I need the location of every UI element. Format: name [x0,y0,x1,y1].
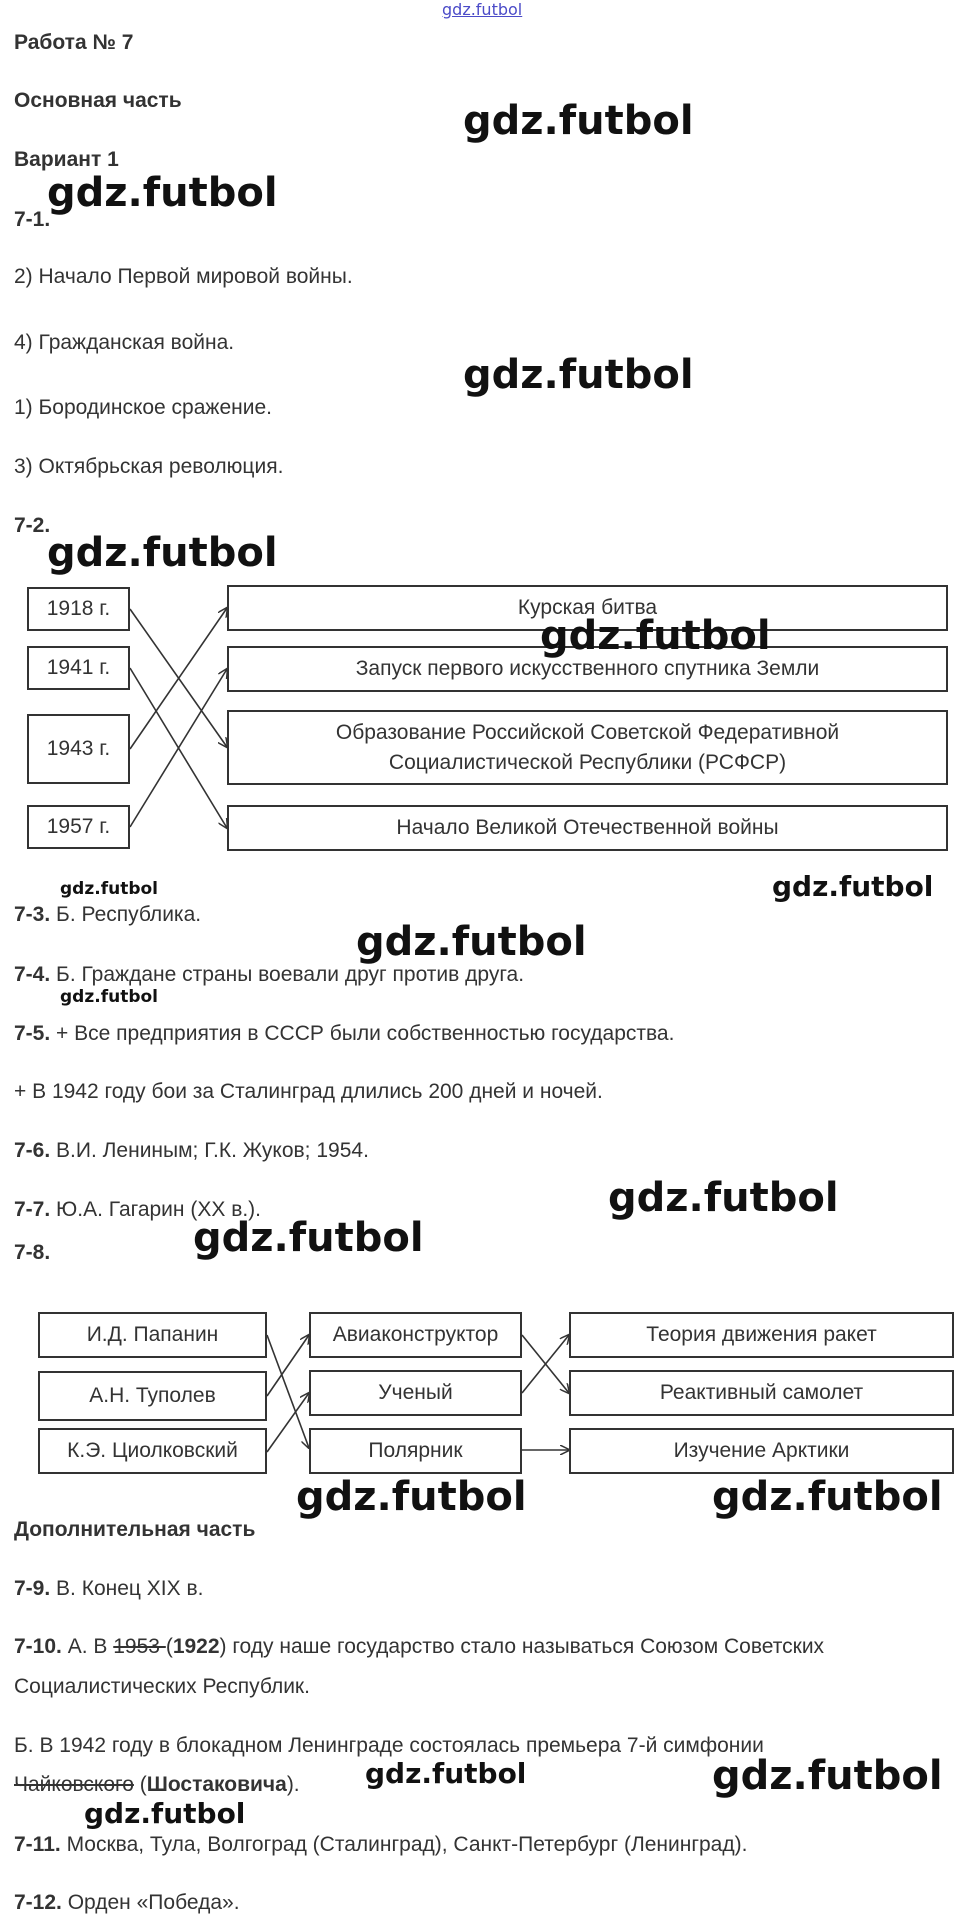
role-box-scientist [309,1370,522,1416]
q7-6-number: 7-6. [14,1139,51,1162]
watermark: gdz.futbol [296,1474,527,1520]
q7-8-number: 7-8. [14,1241,51,1264]
q7-5-line2: + В 1942 году бои за Сталинград длились 200 дней и ночей. [14,1080,603,1103]
achievement-label: Изучение Арктики [673,1439,850,1462]
person-box-tsiolkovsky [38,1428,267,1474]
role-label: Полярник [368,1439,463,1462]
event-label: Запуск первого искусственного спутника Земли [355,657,820,680]
watermark: gdz.futbol [193,1215,424,1261]
connector-tsiolkovsky-scientist [267,1393,309,1452]
q7-5-number: 7-5. [14,1022,51,1045]
q7-10-b-line1: Б. В 1942 году в блокадном Ленинграде состоялась премьера 7-й симфонии [14,1734,764,1757]
watermark: gdz.futbol [356,919,587,965]
q7-10-b-line2 [14,1773,300,1797]
connector-tupolev-aircraft [267,1335,309,1396]
q7-12-text: Орден «Победа». [67,1891,240,1914]
q7-10-a-line2: Социалистических Республик. [14,1675,310,1698]
q7-12-answer [14,1891,240,1915]
q7-1-item: 1) Бородинское сражение. [14,396,272,419]
q7-4-text: Б. Граждане страны воевали друг против друга. [56,963,525,986]
person-label: К.Э. Циолковский [67,1439,238,1462]
role-label: Авиаконструктор [332,1323,499,1346]
watermark: gdz.futbol [608,1175,839,1221]
achievement-box-arctic [569,1428,954,1474]
q7-11-number: 7-11. [14,1833,61,1856]
q7-10-a-paren: ( [165,1635,173,1658]
watermark: gdz.futbol [60,987,158,1007]
main-part-heading: Основная часть [14,89,182,112]
q7-10-b-struck-name: Чайковского [14,1773,134,1796]
q7-9-text: В. Конец XIX в. [56,1577,204,1600]
q7-3-answer [14,903,201,927]
q7-1-item: 4) Гражданская война. [14,331,235,354]
year-label: 1943 г. [46,737,111,760]
q7-7-text: Ю.А. Гагарин (XX в.). [56,1198,262,1221]
watermark: gdz.futbol [365,1757,527,1790]
variant-heading: Вариант 1 [14,148,119,171]
event-label-line1: Образование Российской Советской Федеративной [335,720,840,744]
q7-2-number: 7-2. [14,514,51,537]
person-box-tupolev [38,1371,267,1421]
watermark: gdz.futbol [463,352,694,398]
q7-5-text: + Все предприятия в СССР были собственностью государства. [56,1022,675,1045]
q7-4-number: 7-4. [14,963,51,986]
q7-9-answer [14,1577,203,1601]
achievement-box-jet [569,1370,954,1416]
extra-part-heading: Дополнительная часть [14,1518,256,1541]
q7-10-number: 7-10. [14,1635,62,1658]
q7-6-text: В.И. Лениным; Г.К. Жуков; 1954. [56,1139,369,1162]
q7-10-a-rest: ) году наше государство стало называться Союзом Советских [219,1635,825,1658]
person-label: А.Н. Туполев [89,1384,216,1407]
q7-9-number: 7-9. [14,1577,51,1600]
q7-12-number: 7-12. [14,1891,62,1914]
q7-11-answer [14,1833,747,1857]
role-label: Ученый [378,1381,453,1404]
event-label-line2: Социалистической Республики (РСФСР) [388,750,787,774]
person-label: И.Д. Папанин [86,1323,219,1346]
watermark: gdz.futbol [712,1753,943,1799]
year-label: 1941 г. [46,656,111,679]
role-box-polar-explorer [309,1428,522,1474]
watermark: gdz.futbol [772,870,934,903]
achievement-label: Теория движения ракет [646,1323,877,1346]
q7-10-b-correct-name: Шостаковича [146,1773,287,1796]
watermark: gdz.futbol [540,613,771,659]
q7-11-text: Москва, Тула, Волгоград (Сталинград), Санкт-Петербург (Ленинград). [66,1833,748,1856]
year-label: 1957 г. [46,815,111,838]
q7-3-number: 7-3. [14,903,51,926]
achievement-label: Реактивный самолет [659,1381,864,1404]
top-watermark-link[interactable]: gdz.futbol [442,0,523,19]
connector-papanin-polar [267,1335,309,1448]
q7-10-a-struck-year: 1953 [113,1635,166,1658]
work-title: Работа № 7 [14,31,134,54]
q7-7-number: 7-7. [14,1198,51,1221]
watermark: gdz.futbol [47,170,278,216]
person-box-papanin [38,1312,267,1358]
q7-10-a-prefix: А. В [67,1635,114,1658]
watermark: gdz.futbol [712,1474,943,1520]
role-box-aircraft-designer [309,1312,522,1358]
q7-1-item: 3) Октябрьская революция. [14,455,284,478]
q7-10-b-close: ). [286,1773,300,1796]
q7-10-b-paren: ( [133,1773,147,1796]
q7-5-answer [14,1022,674,1046]
q7-6-answer [14,1139,369,1163]
year-label: 1918 г. [46,597,111,620]
event-label: Начало Великой Отечественной войны [396,816,779,839]
event-label: Курская битва [517,596,658,619]
q7-1-number: 7-1. [14,208,51,231]
watermark: gdz.futbol [463,98,694,144]
achievement-box-rockets [569,1312,954,1358]
q7-1-item: 2) Начало Первой мировой войны. [14,265,353,288]
q7-4-answer [14,963,524,987]
q7-3-text: Б. Республика. [56,903,202,926]
q7-10-a-correct-year: 1922 [172,1635,220,1658]
watermark: gdz.futbol [47,530,278,576]
watermark: gdz.futbol [84,1797,246,1830]
watermark: gdz.futbol [60,879,158,899]
q7-10-answer-a [14,1635,824,1659]
